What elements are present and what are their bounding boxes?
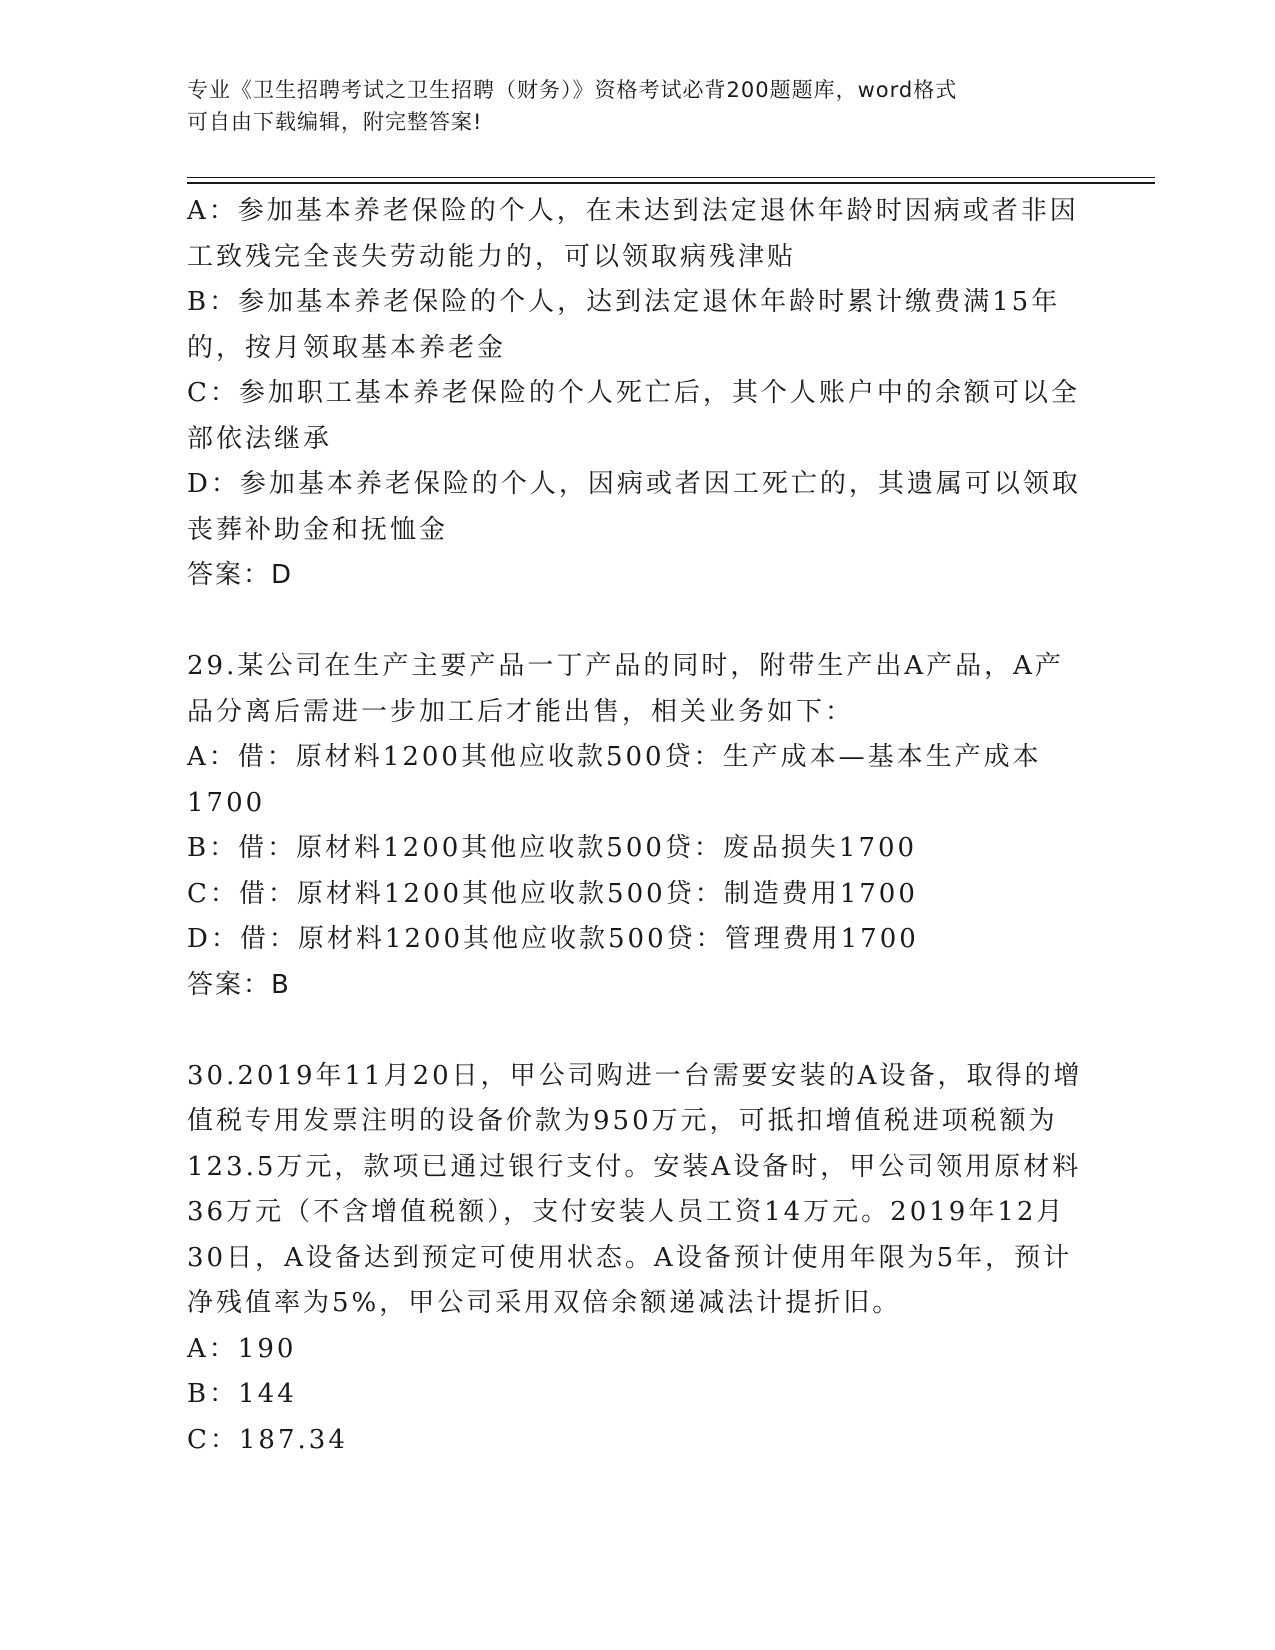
q30-stem-line-5: 30日，A设备达到预定可使用状态。A设备预计使用年限为5年，预计 [187, 1242, 1073, 1273]
header-line-1: 专业《卫生招聘考试之卫生招聘（财务）》资格考试必背200题题库，word格式 [187, 78, 958, 102]
q30-option-a: A：190 [187, 1333, 297, 1364]
document-body [187, 189, 1087, 1463]
q29-option-c: C：借：原材料1200其他应收款500贷：制造费用1700 [187, 878, 918, 909]
question-30 [187, 1054, 1087, 1464]
q29-option-d: D：借：原材料1200其他应收款500贷：管理费用1700 [187, 924, 919, 954]
header-divider-thick [187, 182, 1155, 184]
q28-option-a-line-2: 工致残完全丧失劳动能力的，可以领取病残津贴 [187, 241, 797, 272]
q29-stem-line-2: 品分离后需进一步加工后才能出售，相关业务如下： [187, 696, 855, 727]
q30-stem-line-3: 123.5万元，款项已通过银行支付。安装A设备时，甲公司领用原材料 [187, 1151, 1082, 1182]
q29-answer: 答案：B [187, 969, 291, 1000]
q28-option-b-line-2: 的，按月领取基本养老金 [187, 332, 507, 363]
q30-option-b: B：144 [187, 1379, 297, 1409]
q29-option-a-line-1: A：借：原材料1200其他应收款500贷：生产成本—基本生产成本 [187, 742, 1042, 772]
q28-option-a-line-1: A：参加基本养老保险的个人，在未达到法定退休年龄时因病或者非因 [187, 196, 1079, 226]
document-header [187, 74, 1067, 138]
header-divider-thin [187, 177, 1155, 178]
question-29 [187, 644, 1087, 1008]
q30-stem-line-4: 36万元（不含增值税额），支付安装人员工资14万元。2019年12月 [187, 1197, 1066, 1227]
q28-option-b-line-1: B：参加基本养老保险的个人，达到法定退休年龄时累计缴费满15年 [187, 287, 1061, 317]
q29-option-b: B：借：原材料1200其他应收款500贷：废品损失1700 [187, 833, 918, 863]
spacer [187, 599, 1087, 645]
q28-answer: 答案：D [187, 560, 294, 590]
q29-stem-line-1: 29.某公司在生产主要产品一丁产品的同时，附带生产出A产品，A产 [187, 651, 1064, 681]
q28-option-c-line-2: 部依法继承 [187, 423, 333, 454]
q28-option-d-line-1: D：参加基本养老保险的个人，因病或者因工死亡的，其遗属可以领取 [187, 469, 1081, 499]
q30-stem-line-6: 净残值率为5%，甲公司采用双倍余额递减法计提折旧。 [187, 1288, 902, 1318]
q28-option-c-line-1: C：参加职工基本养老保险的个人死亡后，其个人账户中的余额可以全 [187, 378, 1080, 408]
question-28 [187, 189, 1087, 599]
q29-option-a-line-2: 1700 [187, 787, 266, 818]
q30-stem-line-1: 30.2019年11月20日，甲公司购进一台需要安装的A设备，取得的增 [187, 1060, 1083, 1091]
q30-stem-line-2: 值税专用发票注明的设备价款为950万元，可抵扣增值税进项税额为 [187, 1106, 1058, 1136]
q30-option-c: C：187.34 [187, 1424, 348, 1455]
spacer [187, 1008, 1087, 1054]
header-line-2: 可自由下载编辑，附完整答案! [187, 110, 483, 134]
q28-option-d-line-2: 丧葬补助金和抚恤金 [187, 514, 449, 545]
